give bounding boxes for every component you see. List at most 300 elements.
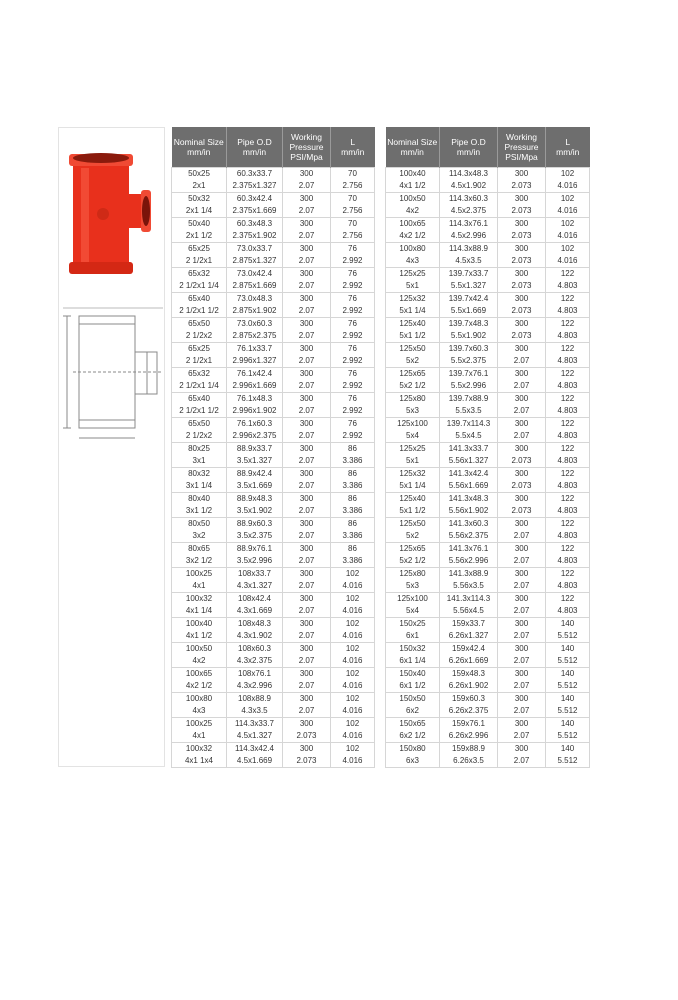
cell-pressure: 300 bbox=[283, 193, 331, 206]
table-row bbox=[172, 618, 375, 631]
cell-od: 2.375x1.902 bbox=[227, 230, 283, 243]
table-row bbox=[386, 655, 590, 668]
cell-od: 3.5x2.996 bbox=[227, 555, 283, 568]
cell-length: 140 bbox=[546, 643, 590, 656]
cell-pressure: 300 bbox=[283, 243, 331, 256]
cell-pressure: 300 bbox=[283, 418, 331, 431]
cell-od: 4.5x1.902 bbox=[440, 180, 498, 193]
cell-length: 4.016 bbox=[546, 180, 590, 193]
cell-od: 159x42.4 bbox=[440, 643, 498, 656]
cell-size: 2 1/2x2 bbox=[172, 430, 227, 443]
cell-od: 108x60.3 bbox=[227, 643, 283, 656]
table-row bbox=[172, 730, 375, 743]
cell-size: 125x40 bbox=[386, 318, 440, 331]
cell-size: 6x3 bbox=[386, 755, 440, 768]
cell-size: 3x1 1/2 bbox=[172, 505, 227, 518]
table-row bbox=[386, 643, 590, 656]
cell-od: 5.5x1.327 bbox=[440, 280, 498, 293]
header-pipe-od: Pipe O.D mm/in bbox=[440, 127, 498, 168]
cell-od: 4.5x2.375 bbox=[440, 205, 498, 218]
cell-length: 2.992 bbox=[331, 430, 375, 443]
cell-length: 76 bbox=[331, 243, 375, 256]
cell-pressure: 2.07 bbox=[283, 505, 331, 518]
cell-size: 125x50 bbox=[386, 343, 440, 356]
cell-pressure: 300 bbox=[283, 443, 331, 456]
cell-od: 4.3x2.375 bbox=[227, 655, 283, 668]
cell-length: 102 bbox=[331, 743, 375, 756]
cell-od: 5.56x2.996 bbox=[440, 555, 498, 568]
cell-length: 102 bbox=[331, 618, 375, 631]
cell-od: 5.5x2.375 bbox=[440, 355, 498, 368]
table-row bbox=[172, 593, 375, 606]
cell-size: 50x32 bbox=[172, 193, 227, 206]
cell-od: 139.7x76.1 bbox=[440, 368, 498, 381]
cell-length: 122 bbox=[546, 268, 590, 281]
cell-pressure: 2.07 bbox=[283, 430, 331, 443]
cell-pressure: 2.073 bbox=[498, 330, 546, 343]
red-reducing-tee-photo bbox=[69, 153, 151, 274]
cell-pressure: 300 bbox=[498, 168, 546, 181]
cell-pressure: 300 bbox=[498, 493, 546, 506]
cell-od: 88.9x42.4 bbox=[227, 468, 283, 481]
table-row bbox=[172, 530, 375, 543]
table-row bbox=[386, 330, 590, 343]
table-row bbox=[386, 280, 590, 293]
cell-length: 122 bbox=[546, 568, 590, 581]
cell-length: 102 bbox=[546, 168, 590, 181]
table-row bbox=[386, 305, 590, 318]
cell-od: 4.3x1.327 bbox=[227, 580, 283, 593]
cell-length: 4.803 bbox=[546, 330, 590, 343]
cell-pressure: 2.07 bbox=[283, 630, 331, 643]
cell-length: 86 bbox=[331, 493, 375, 506]
cell-size: 150x50 bbox=[386, 693, 440, 706]
cell-pressure: 300 bbox=[283, 668, 331, 681]
table-row bbox=[172, 293, 375, 306]
table-row bbox=[172, 180, 375, 193]
cell-length: 4.803 bbox=[546, 505, 590, 518]
cell-pressure: 2.07 bbox=[283, 330, 331, 343]
cell-size: 6x1 bbox=[386, 630, 440, 643]
cell-pressure: 300 bbox=[498, 668, 546, 681]
cell-length: 122 bbox=[546, 468, 590, 481]
cell-pressure: 2.073 bbox=[498, 180, 546, 193]
cell-pressure: 300 bbox=[498, 368, 546, 381]
table-row bbox=[386, 730, 590, 743]
cell-pressure: 300 bbox=[283, 543, 331, 556]
cell-od: 5.56x3.5 bbox=[440, 580, 498, 593]
cell-pressure: 300 bbox=[283, 518, 331, 531]
cell-size: 4x2 bbox=[386, 205, 440, 218]
cell-size: 80x40 bbox=[172, 493, 227, 506]
cell-length: 4.016 bbox=[331, 655, 375, 668]
cell-size: 2 1/2x1 1/2 bbox=[172, 405, 227, 418]
cell-length: 76 bbox=[331, 268, 375, 281]
table-row bbox=[386, 418, 590, 431]
cell-size: 5x4 bbox=[386, 605, 440, 618]
cell-length: 140 bbox=[546, 743, 590, 756]
cell-length: 122 bbox=[546, 368, 590, 381]
cell-size: 100x25 bbox=[172, 718, 227, 731]
cell-od: 76.1x33.7 bbox=[227, 343, 283, 356]
cell-size: 100x40 bbox=[386, 168, 440, 181]
table-row bbox=[172, 680, 375, 693]
cell-od: 76.1x60.3 bbox=[227, 418, 283, 431]
cell-length: 5.512 bbox=[546, 755, 590, 768]
cell-pressure: 2.07 bbox=[283, 680, 331, 693]
header-length: L mm/in bbox=[331, 127, 375, 168]
cell-od: 3.5x1.902 bbox=[227, 505, 283, 518]
cell-size: 2 1/2x1 bbox=[172, 255, 227, 268]
cell-length: 122 bbox=[546, 518, 590, 531]
cell-od: 108x88.9 bbox=[227, 693, 283, 706]
cell-size: 100x80 bbox=[172, 693, 227, 706]
cell-pressure: 2.07 bbox=[498, 380, 546, 393]
cell-size: 125x25 bbox=[386, 443, 440, 456]
cell-pressure: 300 bbox=[498, 243, 546, 256]
cell-length: 2.992 bbox=[331, 280, 375, 293]
cell-od: 60.3x33.7 bbox=[227, 168, 283, 181]
cell-pressure: 2.073 bbox=[498, 280, 546, 293]
table-row bbox=[172, 580, 375, 593]
cell-pressure: 2.07 bbox=[283, 380, 331, 393]
cell-od: 5.5x2.996 bbox=[440, 380, 498, 393]
cell-length: 2.756 bbox=[331, 230, 375, 243]
cell-length: 4.016 bbox=[331, 680, 375, 693]
cell-size: 150x25 bbox=[386, 618, 440, 631]
cell-od: 114.3x33.7 bbox=[227, 718, 283, 731]
cell-length: 86 bbox=[331, 443, 375, 456]
cell-length: 122 bbox=[546, 443, 590, 456]
table-row bbox=[386, 555, 590, 568]
cell-od: 139.7x60.3 bbox=[440, 343, 498, 356]
cell-length: 4.803 bbox=[546, 605, 590, 618]
cell-pressure: 300 bbox=[498, 693, 546, 706]
cell-pressure: 2.07 bbox=[498, 730, 546, 743]
table-row bbox=[172, 318, 375, 331]
cell-size: 5x1 1/2 bbox=[386, 505, 440, 518]
cell-size: 125x32 bbox=[386, 293, 440, 306]
cell-od: 4.3x3.5 bbox=[227, 705, 283, 718]
cell-length: 102 bbox=[331, 668, 375, 681]
cell-od: 5.56x1.327 bbox=[440, 455, 498, 468]
table-row bbox=[172, 268, 375, 281]
header-row bbox=[386, 127, 590, 168]
cell-od: 6.26x2.375 bbox=[440, 705, 498, 718]
cell-size: 2 1/2x1 1/2 bbox=[172, 305, 227, 318]
cell-size: 3x2 bbox=[172, 530, 227, 543]
cell-pressure: 2.07 bbox=[283, 355, 331, 368]
cell-pressure: 2.073 bbox=[498, 305, 546, 318]
cell-length: 4.016 bbox=[331, 755, 375, 768]
cell-od: 2.996x1.669 bbox=[227, 380, 283, 393]
cell-length: 4.803 bbox=[546, 480, 590, 493]
table-row bbox=[386, 368, 590, 381]
cell-pressure: 300 bbox=[283, 168, 331, 181]
cell-length: 122 bbox=[546, 343, 590, 356]
table-row bbox=[386, 518, 590, 531]
cell-length: 102 bbox=[546, 243, 590, 256]
cell-size: 80x65 bbox=[172, 543, 227, 556]
cell-length: 4.016 bbox=[331, 580, 375, 593]
spec-table-right bbox=[385, 127, 590, 768]
cell-od: 141.3x76.1 bbox=[440, 543, 498, 556]
cell-od: 5.56x1.669 bbox=[440, 480, 498, 493]
table-row bbox=[386, 205, 590, 218]
table-row bbox=[386, 193, 590, 206]
cell-pressure: 2.07 bbox=[283, 655, 331, 668]
cell-od: 73.0x42.4 bbox=[227, 268, 283, 281]
cell-size: 5x2 1/2 bbox=[386, 555, 440, 568]
cell-pressure: 2.073 bbox=[283, 755, 331, 768]
table-row bbox=[172, 243, 375, 256]
cell-pressure: 300 bbox=[283, 393, 331, 406]
table-row bbox=[172, 668, 375, 681]
cell-pressure: 2.07 bbox=[498, 605, 546, 618]
table-row bbox=[386, 393, 590, 406]
table-row bbox=[172, 605, 375, 618]
table-row bbox=[386, 718, 590, 731]
table-row bbox=[172, 543, 375, 556]
cell-size: 5x1 1/2 bbox=[386, 330, 440, 343]
cell-size: 4x1 1/4 bbox=[172, 605, 227, 618]
cell-pressure: 2.07 bbox=[283, 580, 331, 593]
cell-length: 3.386 bbox=[331, 555, 375, 568]
cell-length: 4.016 bbox=[546, 255, 590, 268]
table-row bbox=[386, 343, 590, 356]
table-row bbox=[172, 418, 375, 431]
table-row bbox=[172, 643, 375, 656]
cell-size: 125x80 bbox=[386, 568, 440, 581]
cell-pressure: 2.07 bbox=[498, 530, 546, 543]
cell-pressure: 2.07 bbox=[283, 555, 331, 568]
cell-length: 140 bbox=[546, 668, 590, 681]
cell-size: 65x25 bbox=[172, 243, 227, 256]
cell-length: 5.512 bbox=[546, 655, 590, 668]
cell-pressure: 300 bbox=[498, 218, 546, 231]
cell-length: 2.756 bbox=[331, 205, 375, 218]
cell-od: 6.26x3.5 bbox=[440, 755, 498, 768]
cell-pressure: 2.07 bbox=[283, 180, 331, 193]
cell-length: 86 bbox=[331, 468, 375, 481]
cell-od: 108x33.7 bbox=[227, 568, 283, 581]
cell-od: 139.7x48.3 bbox=[440, 318, 498, 331]
cell-size: 65x50 bbox=[172, 418, 227, 431]
cell-pressure: 300 bbox=[498, 543, 546, 556]
cell-size: 80x32 bbox=[172, 468, 227, 481]
table-row bbox=[386, 355, 590, 368]
cell-length: 122 bbox=[546, 318, 590, 331]
cell-pressure: 2.073 bbox=[498, 230, 546, 243]
cell-length: 102 bbox=[331, 568, 375, 581]
table-row bbox=[172, 218, 375, 231]
cell-length: 140 bbox=[546, 618, 590, 631]
cell-od: 108x42.4 bbox=[227, 593, 283, 606]
cell-od: 141.3x60.3 bbox=[440, 518, 498, 531]
cell-length: 2.992 bbox=[331, 405, 375, 418]
cell-length: 4.016 bbox=[331, 605, 375, 618]
cell-size: 2x1 1/4 bbox=[172, 205, 227, 218]
table-row bbox=[172, 755, 375, 768]
table-row bbox=[386, 405, 590, 418]
cell-pressure: 2.07 bbox=[498, 705, 546, 718]
cell-pressure: 2.07 bbox=[283, 605, 331, 618]
cell-pressure: 300 bbox=[498, 193, 546, 206]
header-nominal-size: Nominal Size mm/in bbox=[386, 127, 440, 168]
cell-od: 108x76.1 bbox=[227, 668, 283, 681]
cell-pressure: 300 bbox=[498, 468, 546, 481]
cell-pressure: 300 bbox=[498, 268, 546, 281]
cell-pressure: 300 bbox=[498, 593, 546, 606]
table-row bbox=[386, 243, 590, 256]
cell-od: 4.3x2.996 bbox=[227, 680, 283, 693]
table-row bbox=[386, 605, 590, 618]
cell-size: 4x1 1/2 bbox=[386, 180, 440, 193]
cell-od: 139.7x42.4 bbox=[440, 293, 498, 306]
cell-od: 3.5x1.327 bbox=[227, 455, 283, 468]
cell-length: 4.016 bbox=[331, 630, 375, 643]
cell-size: 5x3 bbox=[386, 580, 440, 593]
cell-size: 5x1 1/4 bbox=[386, 305, 440, 318]
cell-length: 4.016 bbox=[546, 230, 590, 243]
table-row bbox=[386, 293, 590, 306]
cell-od: 159x33.7 bbox=[440, 618, 498, 631]
cell-size: 65x32 bbox=[172, 268, 227, 281]
table-row bbox=[386, 168, 590, 181]
cell-pressure: 2.07 bbox=[498, 655, 546, 668]
cell-length: 122 bbox=[546, 593, 590, 606]
cell-od: 2.875x2.375 bbox=[227, 330, 283, 343]
cell-size: 125x50 bbox=[386, 518, 440, 531]
cell-od: 141.3x42.4 bbox=[440, 468, 498, 481]
cell-pressure: 2.07 bbox=[283, 480, 331, 493]
cell-pressure: 2.073 bbox=[498, 455, 546, 468]
cell-length: 122 bbox=[546, 393, 590, 406]
cell-length: 4.803 bbox=[546, 555, 590, 568]
cell-length: 4.803 bbox=[546, 455, 590, 468]
cell-size: 4x2 1/2 bbox=[386, 230, 440, 243]
cell-pressure: 300 bbox=[283, 218, 331, 231]
cell-pressure: 300 bbox=[498, 743, 546, 756]
table-row bbox=[172, 330, 375, 343]
cell-size: 125x25 bbox=[386, 268, 440, 281]
cell-pressure: 300 bbox=[283, 718, 331, 731]
cell-size: 4x3 bbox=[172, 705, 227, 718]
header-working-pressure: Working Pressure PSI/Mpa bbox=[498, 127, 546, 168]
table-row bbox=[386, 468, 590, 481]
cell-length: 2.992 bbox=[331, 330, 375, 343]
cell-pressure: 300 bbox=[283, 643, 331, 656]
cell-pressure: 300 bbox=[498, 568, 546, 581]
cell-size: 125x65 bbox=[386, 368, 440, 381]
cell-length: 122 bbox=[546, 293, 590, 306]
table-row bbox=[172, 693, 375, 706]
cell-pressure: 2.073 bbox=[498, 205, 546, 218]
cell-length: 122 bbox=[546, 543, 590, 556]
cell-length: 76 bbox=[331, 318, 375, 331]
cell-size: 4x2 bbox=[172, 655, 227, 668]
cell-length: 76 bbox=[331, 293, 375, 306]
cell-length: 122 bbox=[546, 493, 590, 506]
table-row bbox=[386, 680, 590, 693]
cell-od: 5.5x4.5 bbox=[440, 430, 498, 443]
cell-size: 150x80 bbox=[386, 743, 440, 756]
header-row bbox=[172, 127, 375, 168]
cell-size: 5x4 bbox=[386, 430, 440, 443]
table-row bbox=[172, 455, 375, 468]
cell-od: 4.5x1.669 bbox=[227, 755, 283, 768]
cell-size: 50x40 bbox=[172, 218, 227, 231]
cell-length: 102 bbox=[546, 193, 590, 206]
cell-od: 3.5x1.669 bbox=[227, 480, 283, 493]
cell-pressure: 2.07 bbox=[498, 405, 546, 418]
cell-od: 114.3x60.3 bbox=[440, 193, 498, 206]
cell-od: 108x48.3 bbox=[227, 618, 283, 631]
cell-length: 4.803 bbox=[546, 380, 590, 393]
cell-length: 4.803 bbox=[546, 530, 590, 543]
cell-length: 76 bbox=[331, 393, 375, 406]
cell-pressure: 300 bbox=[283, 468, 331, 481]
table-row bbox=[386, 230, 590, 243]
cell-length: 102 bbox=[331, 693, 375, 706]
cell-od: 5.5x1.902 bbox=[440, 330, 498, 343]
cell-od: 114.3x76.1 bbox=[440, 218, 498, 231]
cell-pressure: 2.07 bbox=[283, 280, 331, 293]
cell-size: 5x1 bbox=[386, 455, 440, 468]
cell-od: 60.3x48.3 bbox=[227, 218, 283, 231]
cell-pressure: 300 bbox=[498, 393, 546, 406]
cell-pressure: 300 bbox=[498, 443, 546, 456]
cell-od: 141.3x114.3 bbox=[440, 593, 498, 606]
table-row bbox=[172, 168, 375, 181]
cell-od: 5.56x2.375 bbox=[440, 530, 498, 543]
cell-pressure: 2.07 bbox=[498, 555, 546, 568]
cell-pressure: 300 bbox=[283, 318, 331, 331]
cell-size: 4x1 1/2 bbox=[172, 630, 227, 643]
cell-length: 4.016 bbox=[331, 705, 375, 718]
cell-size: 6x1 1/2 bbox=[386, 680, 440, 693]
table-row bbox=[172, 343, 375, 356]
cell-length: 140 bbox=[546, 693, 590, 706]
cell-size: 100x65 bbox=[386, 218, 440, 231]
cell-pressure: 2.07 bbox=[283, 705, 331, 718]
cell-pressure: 300 bbox=[283, 618, 331, 631]
cell-length: 5.512 bbox=[546, 705, 590, 718]
cell-size: 5x2 1/2 bbox=[386, 380, 440, 393]
cell-od: 4.5x3.5 bbox=[440, 255, 498, 268]
cell-od: 159x76.1 bbox=[440, 718, 498, 731]
table-row bbox=[386, 318, 590, 331]
cell-pressure: 300 bbox=[283, 268, 331, 281]
cell-size: 4x2 1/2 bbox=[172, 680, 227, 693]
cell-od: 159x60.3 bbox=[440, 693, 498, 706]
cell-pressure: 300 bbox=[283, 593, 331, 606]
cell-pressure: 300 bbox=[498, 718, 546, 731]
cell-length: 3.386 bbox=[331, 480, 375, 493]
cell-length: 4.016 bbox=[546, 205, 590, 218]
table-row bbox=[386, 618, 590, 631]
cell-od: 159x88.9 bbox=[440, 743, 498, 756]
table-row bbox=[386, 480, 590, 493]
cell-size: 4x3 bbox=[386, 255, 440, 268]
table-row bbox=[386, 218, 590, 231]
table-row bbox=[386, 505, 590, 518]
cell-size: 100x32 bbox=[172, 593, 227, 606]
table-row bbox=[172, 630, 375, 643]
cell-od: 88.9x60.3 bbox=[227, 518, 283, 531]
cell-size: 80x25 bbox=[172, 443, 227, 456]
cell-length: 102 bbox=[546, 218, 590, 231]
